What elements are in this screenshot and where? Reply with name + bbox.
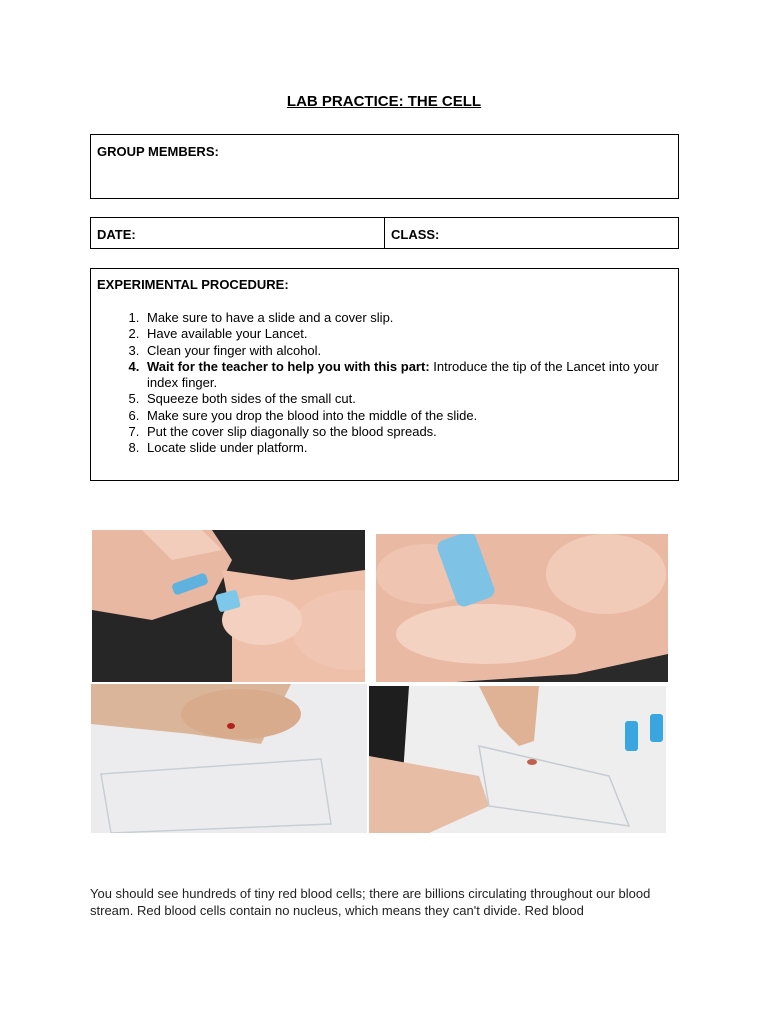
photo-lancet-finger	[376, 534, 668, 682]
date-class-table	[90, 217, 679, 249]
step-3: 3. Clean your finger with alcohol.	[143, 343, 672, 359]
step-4: 4. Wait for the teacher to help you with this part: Introduce the tip of the Lancet into your index finger.	[143, 359, 672, 392]
procedure-heading: EXPERIMENTAL PROCEDURE:	[97, 277, 289, 292]
step-7: 7. Put the cover slip diagonally so the blood spreads.	[143, 424, 672, 440]
photo-blood-drop-finger	[91, 684, 367, 833]
photo-blood-on-slide	[369, 686, 666, 833]
step-1: 1. Make sure to have a slide and a cover slip.	[143, 310, 672, 326]
procedure-box	[90, 268, 679, 481]
photo-lancet-cap	[92, 530, 365, 682]
group-members-box	[90, 134, 679, 199]
step-5: 5. Squeeze both sides of the small cut.	[143, 391, 672, 407]
step-2: 2. Have available your Lancet.	[143, 326, 672, 342]
date-label: DATE:	[97, 227, 136, 242]
results-paragraph: You should see hundreds of tiny red blood cells; there are billions circulating throughout our blood stream. Red blood cells contain no nucleus, which means they can't divide. Red blood	[90, 886, 651, 918]
procedure-steps	[97, 310, 672, 457]
date-cell	[91, 218, 385, 248]
class-label: CLASS:	[391, 227, 440, 242]
step-8: 8. Locate slide under platform.	[143, 440, 672, 456]
step-6: 6. Make sure you drop the blood into the middle of the slide.	[143, 408, 672, 424]
group-members-label: GROUP MEMBERS:	[97, 144, 219, 159]
class-cell	[385, 218, 445, 248]
page-title: LAB PRACTICE: THE CELL	[286, 93, 482, 110]
